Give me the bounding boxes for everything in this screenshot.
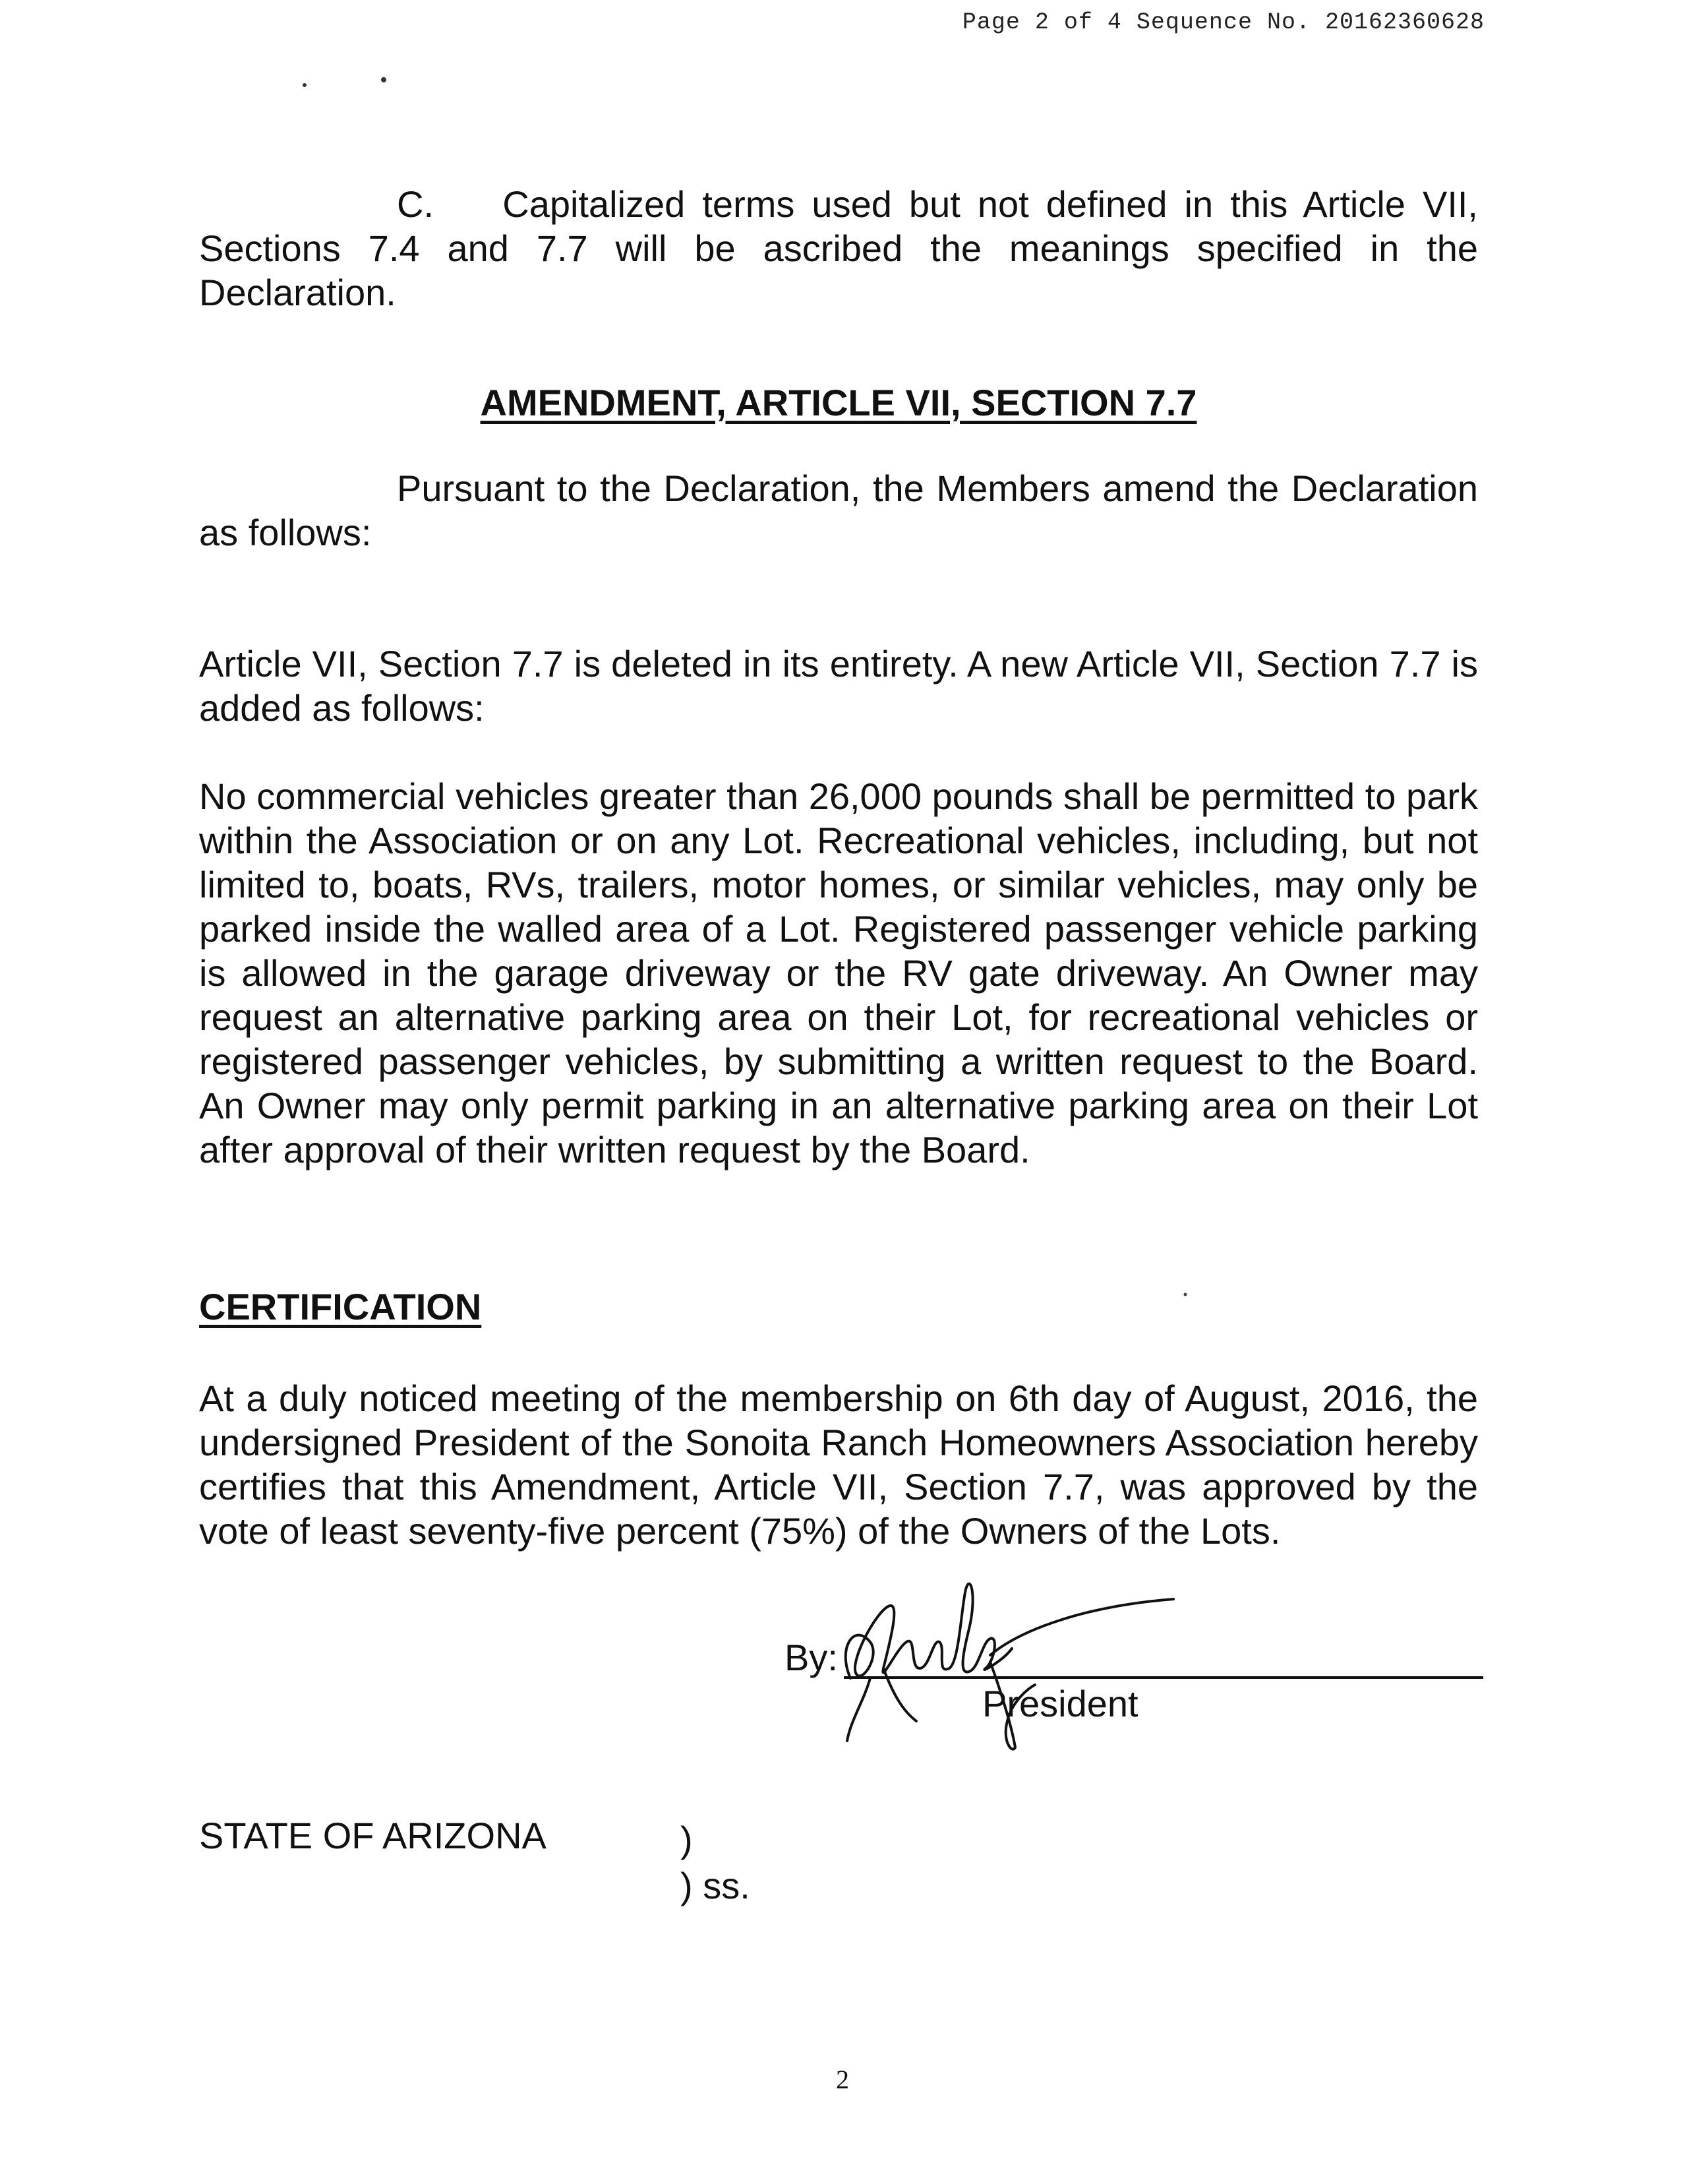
certification-heading: CERTIFICATION [199, 1286, 482, 1327]
paragraph-pursuant: Pursuant to the Declaration, the Members amend the Declaration as follows: [199, 468, 1478, 553]
signature-title: President [982, 1683, 1138, 1724]
paragraph-parking-rule: No commercial vehicles greater than 26,000 pounds shall be permitted to park within the Association or on any Lot. Recreational vehicles, including, but not limited to, boats, RVs, trailers, motor homes, or similar vehicles, may only be parked inside the walled area of a Lot. Registered passenger vehicle parking is allowed in the garage driveway or the RV gate driveway. An Owner may request an alternative parking area on their Lot, for recreational vehicles or registered passenger vehicles, by submitting a written request to the Board. An Owner may only permit parking in an alternative parking area on their Lot after approval of their written request by the Board. [199, 775, 1478, 1170]
page-number: 2 [836, 2065, 849, 2094]
signature-block [784, 1569, 1483, 1767]
venue-paren: ) [680, 1819, 693, 1860]
scan-speck [1184, 1293, 1187, 1296]
amendment-heading: AMENDMENT, ARTICLE VII, SECTION 7.7 [480, 382, 1197, 423]
paragraph-article: Article VII, Section 7.7 is deleted in its entirety. A new Article VII, Section 7.7 is added as follows: [199, 643, 1478, 729]
handwritten-signature [784, 1569, 1483, 1767]
scan-speck [303, 83, 307, 87]
paragraph-c: C. Capitalized terms used but not defined in this Article VII, Sections 7.4 and 7.7 will be ascribed the meanings specified in the Declaration. [199, 183, 1478, 313]
venue-state: STATE OF ARIZONA [199, 1815, 547, 1856]
signature-by-label: By: [784, 1637, 838, 1678]
recording-stamp: Page 2 of 4 Sequence No. 20162360628 [962, 9, 1485, 36]
paragraph-certification: At a duly noticed meeting of the membership on 6th day of August, 2016, the undersigned President of the Sonoita Ranch Homeowners Association hereby certifies that this Amendment, Article VII, Section 7.7, was approved by the vote of least seventy-five percent (75%) of the Owners of the Lots. [199, 1378, 1478, 1552]
venue-ss: ) ss. [680, 1865, 750, 1906]
scan-speck [381, 77, 386, 82]
